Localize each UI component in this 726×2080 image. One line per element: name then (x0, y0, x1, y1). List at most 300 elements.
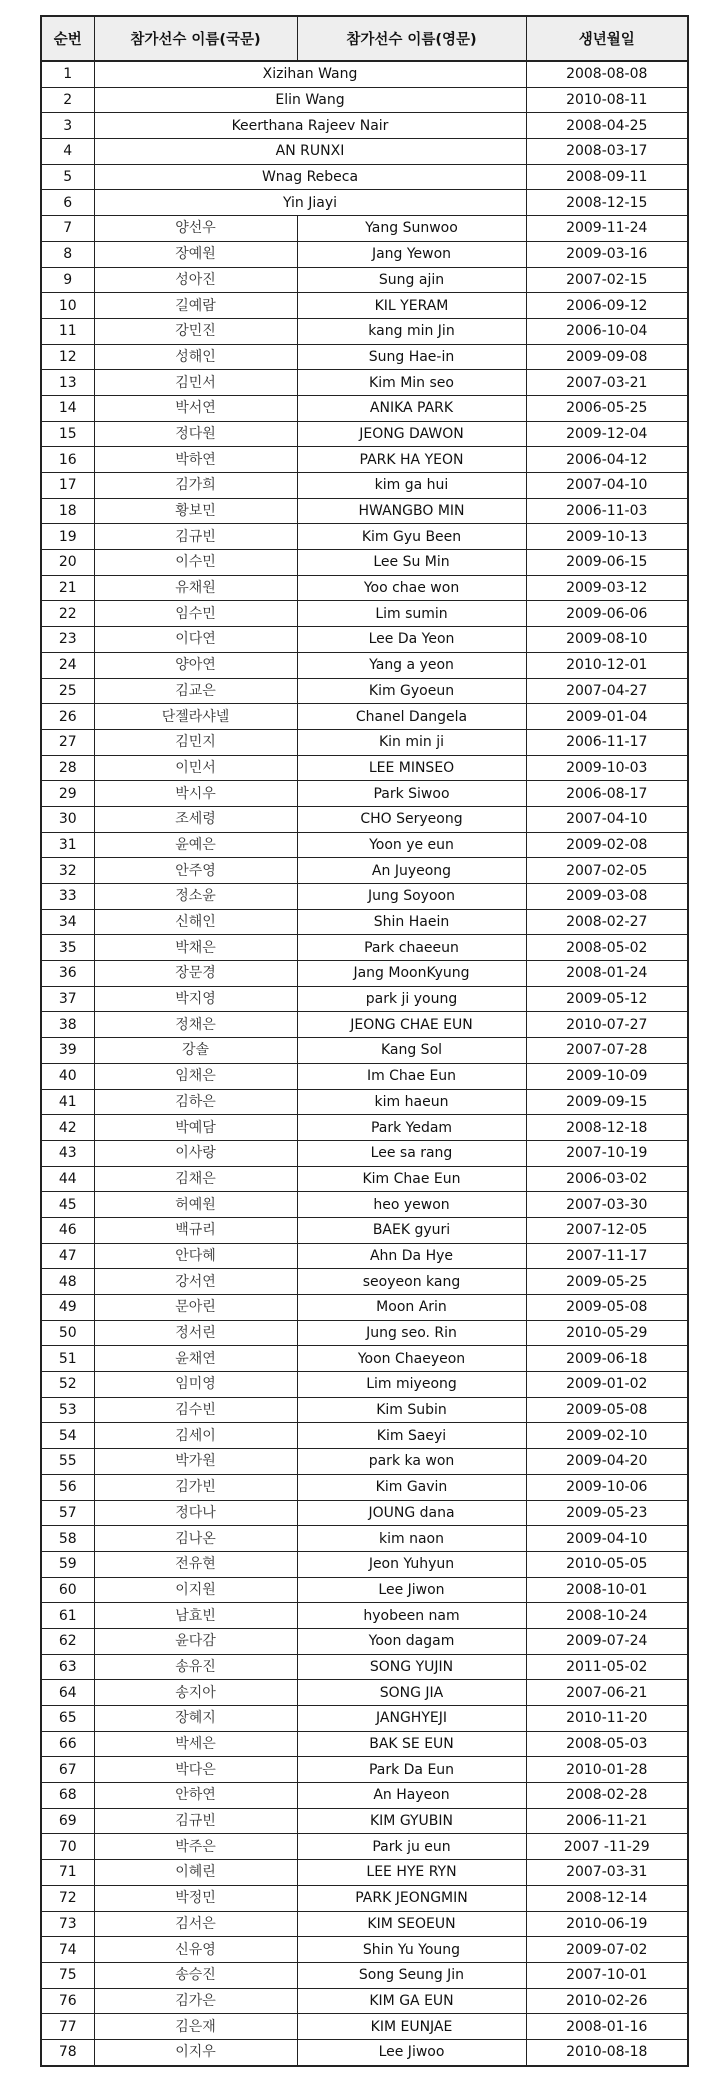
row-number: 2 (41, 87, 94, 113)
table-row (41, 1937, 688, 1963)
participant-name-korean: 김규빈 (94, 1808, 297, 1834)
participant-name-korean: 김서은 (94, 1911, 297, 1937)
birthdate: 2010-06-19 (526, 1911, 688, 1937)
table-row (41, 1988, 688, 2014)
table-row (41, 1320, 688, 1346)
table-row (41, 1474, 688, 1500)
birthdate: 2008-12-14 (526, 1885, 688, 1911)
row-number: 62 (41, 1628, 94, 1654)
participant-name-english: An Hayeon (297, 1783, 526, 1809)
birthdate: 2008-03-17 (526, 139, 688, 165)
table-row (41, 1808, 688, 1834)
table-row (41, 575, 688, 601)
participant-name-english: Sung Hae-in (297, 344, 526, 370)
table-row (41, 1372, 688, 1398)
participant-name-korean: 임수민 (94, 601, 297, 627)
birthdate: 2006-11-17 (526, 729, 688, 755)
participant-name-merged: Wnag Rebeca (94, 164, 526, 190)
table-row (41, 1397, 688, 1423)
row-number: 32 (41, 858, 94, 884)
participant-table (40, 15, 689, 2067)
birthdate: 2008-02-28 (526, 1783, 688, 1809)
participant-name-korean: 성해인 (94, 344, 297, 370)
birthdate: 2008-10-01 (526, 1577, 688, 1603)
birthdate: 2010-05-29 (526, 1320, 688, 1346)
row-number: 9 (41, 267, 94, 293)
table-row (41, 2014, 688, 2040)
header-name-english: 참가선수 이름(영문) (297, 16, 526, 61)
birthdate: 2009-05-08 (526, 1397, 688, 1423)
birthdate: 2010-08-18 (526, 2039, 688, 2065)
table-row (41, 1551, 688, 1577)
birthdate: 2009-08-10 (526, 627, 688, 653)
participant-name-korean: 박하연 (94, 447, 297, 473)
birthdate: 2009-05-25 (526, 1269, 688, 1295)
row-number: 29 (41, 781, 94, 807)
row-number: 75 (41, 1962, 94, 1988)
table-row (41, 1834, 688, 1860)
participant-name-english: JOUNG dana (297, 1500, 526, 1526)
participant-name-english: park ka won (297, 1449, 526, 1475)
participant-name-korean: 박채은 (94, 935, 297, 961)
participant-name-korean: 남효빈 (94, 1603, 297, 1629)
row-number: 40 (41, 1063, 94, 1089)
table-row (41, 1346, 688, 1372)
birthdate: 2009-09-15 (526, 1089, 688, 1115)
table-row (41, 961, 688, 987)
participant-name-korean: 강서연 (94, 1269, 297, 1295)
row-number: 11 (41, 318, 94, 344)
table-row (41, 1757, 688, 1783)
participant-name-korean: 임채은 (94, 1063, 297, 1089)
participant-name-english: Yang Sunwoo (297, 216, 526, 242)
participant-name-english: Yang a yeon (297, 652, 526, 678)
birthdate: 2007 -11-29 (526, 1834, 688, 1860)
row-number: 22 (41, 601, 94, 627)
row-number: 25 (41, 678, 94, 704)
table-header (41, 16, 688, 61)
participant-name-korean: 이지우 (94, 2039, 297, 2065)
table-row (41, 61, 688, 87)
birthdate: 2006-04-12 (526, 447, 688, 473)
participant-name-korean: 김은재 (94, 2014, 297, 2040)
birthdate: 2010-08-11 (526, 87, 688, 113)
participant-name-korean: 정다원 (94, 421, 297, 447)
birthdate: 2009-10-13 (526, 524, 688, 550)
row-number: 26 (41, 704, 94, 730)
participant-name-korean: 정채은 (94, 1012, 297, 1038)
row-number: 61 (41, 1603, 94, 1629)
birthdate: 2006-05-25 (526, 395, 688, 421)
participant-name-english: kim haeun (297, 1089, 526, 1115)
table-row (41, 1628, 688, 1654)
birthdate: 2009-03-16 (526, 241, 688, 267)
participant-name-korean: 김채은 (94, 1166, 297, 1192)
participant-name-english: heo yewon (297, 1192, 526, 1218)
birthdate: 2006-11-21 (526, 1808, 688, 1834)
row-number: 37 (41, 986, 94, 1012)
table-row (41, 1115, 688, 1141)
participant-name-english: seoyeon kang (297, 1269, 526, 1295)
participant-name-english: Im Chae Eun (297, 1063, 526, 1089)
participant-name-korean: 김나온 (94, 1526, 297, 1552)
table-row (41, 806, 688, 832)
row-number: 60 (41, 1577, 94, 1603)
birthdate: 2011-05-02 (526, 1654, 688, 1680)
birthdate: 2009-04-10 (526, 1526, 688, 1552)
table-row (41, 884, 688, 910)
row-number: 21 (41, 575, 94, 601)
row-number: 72 (41, 1885, 94, 1911)
participant-name-korean: 유채원 (94, 575, 297, 601)
birthdate: 2009-04-20 (526, 1449, 688, 1475)
participant-name-korean: 윤예은 (94, 832, 297, 858)
participant-name-korean: 김가희 (94, 473, 297, 499)
birthdate: 2007-02-15 (526, 267, 688, 293)
participant-name-english: SONG YUJIN (297, 1654, 526, 1680)
participant-name-korean: 박정민 (94, 1885, 297, 1911)
birthdate: 2008-10-24 (526, 1603, 688, 1629)
birthdate: 2009-11-24 (526, 216, 688, 242)
participant-name-english: Yoon ye eun (297, 832, 526, 858)
participant-name-korean: 송유진 (94, 1654, 297, 1680)
participant-name-english: Lee Jiwon (297, 1577, 526, 1603)
participant-name-merged: Keerthana Rajeev Nair (94, 113, 526, 139)
table-row (41, 601, 688, 627)
row-number: 57 (41, 1500, 94, 1526)
birthdate: 2008-01-16 (526, 2014, 688, 2040)
birthdate: 2007-04-10 (526, 806, 688, 832)
table-row (41, 113, 688, 139)
birthdate: 2009-10-03 (526, 755, 688, 781)
row-number: 76 (41, 1988, 94, 2014)
table-row (41, 1269, 688, 1295)
participant-name-korean: 이민서 (94, 755, 297, 781)
birthdate: 2008-01-24 (526, 961, 688, 987)
participant-name-english: Kim Subin (297, 1397, 526, 1423)
participant-name-korean: 박가원 (94, 1449, 297, 1475)
table-row (41, 1654, 688, 1680)
participant-name-korean: 길예람 (94, 293, 297, 319)
row-number: 69 (41, 1808, 94, 1834)
participant-name-korean: 김수빈 (94, 1397, 297, 1423)
birthdate: 2009-01-02 (526, 1372, 688, 1398)
row-number: 54 (41, 1423, 94, 1449)
birthdate: 2008-05-02 (526, 935, 688, 961)
row-number: 39 (41, 1038, 94, 1064)
row-number: 41 (41, 1089, 94, 1115)
participant-name-english: Yoo chae won (297, 575, 526, 601)
table-row (41, 421, 688, 447)
participant-name-korean: 이수민 (94, 550, 297, 576)
participant-name-english: Lee Jiwoo (297, 2039, 526, 2065)
table-row (41, 1038, 688, 1064)
row-number: 38 (41, 1012, 94, 1038)
participant-name-korean: 송지아 (94, 1680, 297, 1706)
row-number: 63 (41, 1654, 94, 1680)
row-number: 27 (41, 729, 94, 755)
participant-name-english: LEE HYE RYN (297, 1860, 526, 1886)
birthdate: 2009-03-12 (526, 575, 688, 601)
table-row (41, 1603, 688, 1629)
participant-name-english: Jeon Yuhyun (297, 1551, 526, 1577)
participant-name-korean: 이지원 (94, 1577, 297, 1603)
table-row (41, 729, 688, 755)
row-number: 4 (41, 139, 94, 165)
header-name-korean: 참가선수 이름(국문) (94, 16, 297, 61)
birthdate: 2009-06-15 (526, 550, 688, 576)
participant-name-korean: 김가빈 (94, 1474, 297, 1500)
participant-name-korean: 김가은 (94, 1988, 297, 2014)
row-number: 12 (41, 344, 94, 370)
birthdate: 2009-06-18 (526, 1346, 688, 1372)
participant-name-korean: 김민지 (94, 729, 297, 755)
birthdate: 2009-05-08 (526, 1295, 688, 1321)
row-number: 46 (41, 1217, 94, 1243)
participant-name-english: kang min Jin (297, 318, 526, 344)
row-number: 20 (41, 550, 94, 576)
participant-name-english: SONG JIA (297, 1680, 526, 1706)
table-row (41, 1295, 688, 1321)
participant-name-korean: 양아연 (94, 652, 297, 678)
table-row (41, 1860, 688, 1886)
row-number: 34 (41, 909, 94, 935)
participant-name-korean: 김민서 (94, 370, 297, 396)
participant-name-english: KIM SEOEUN (297, 1911, 526, 1937)
participant-name-english: KIL YERAM (297, 293, 526, 319)
participant-name-english: KIM GYUBIN (297, 1808, 526, 1834)
row-number: 71 (41, 1860, 94, 1886)
participant-name-korean: 신해인 (94, 909, 297, 935)
birthdate: 2008-02-27 (526, 909, 688, 935)
participant-name-english: Song Seung Jin (297, 1962, 526, 1988)
birthdate: 2008-05-03 (526, 1731, 688, 1757)
row-number: 70 (41, 1834, 94, 1860)
row-number: 45 (41, 1192, 94, 1218)
table-row (41, 652, 688, 678)
row-number: 66 (41, 1731, 94, 1757)
participant-name-english: Lee Su Min (297, 550, 526, 576)
participant-name-english: Kin min ji (297, 729, 526, 755)
participant-name-korean: 백규리 (94, 1217, 297, 1243)
row-number: 59 (41, 1551, 94, 1577)
birthdate: 2009-05-23 (526, 1500, 688, 1526)
row-number: 14 (41, 395, 94, 421)
row-number: 56 (41, 1474, 94, 1500)
participant-name-korean: 김세이 (94, 1423, 297, 1449)
participant-name-english: BAEK gyuri (297, 1217, 526, 1243)
participant-name-english: Park chaeeun (297, 935, 526, 961)
participant-name-english: Lee Da Yeon (297, 627, 526, 653)
row-number: 10 (41, 293, 94, 319)
participant-name-english: kim naon (297, 1526, 526, 1552)
table-row (41, 241, 688, 267)
row-number: 23 (41, 627, 94, 653)
row-number: 28 (41, 755, 94, 781)
table-row (41, 1217, 688, 1243)
row-number: 53 (41, 1397, 94, 1423)
participant-name-english: Shin Yu Young (297, 1937, 526, 1963)
table-row (41, 832, 688, 858)
birthdate: 2006-08-17 (526, 781, 688, 807)
participant-name-english: Kang Sol (297, 1038, 526, 1064)
row-number: 47 (41, 1243, 94, 1269)
row-number: 30 (41, 806, 94, 832)
table-row (41, 370, 688, 396)
row-number: 49 (41, 1295, 94, 1321)
participant-name-korean: 장예원 (94, 241, 297, 267)
participant-name-korean: 김교은 (94, 678, 297, 704)
table-row (41, 190, 688, 216)
birthdate: 2006-03-02 (526, 1166, 688, 1192)
row-number: 16 (41, 447, 94, 473)
row-number: 18 (41, 498, 94, 524)
participant-name-korean: 안다혜 (94, 1243, 297, 1269)
birthdate: 2009-05-12 (526, 986, 688, 1012)
birthdate: 2010-07-27 (526, 1012, 688, 1038)
participant-name-korean: 신유영 (94, 1937, 297, 1963)
row-number: 15 (41, 421, 94, 447)
participant-name-korean: 정다나 (94, 1500, 297, 1526)
row-number: 24 (41, 652, 94, 678)
birthdate: 2009-02-10 (526, 1423, 688, 1449)
birthdate: 2007-03-21 (526, 370, 688, 396)
participant-name-english: Park Yedam (297, 1115, 526, 1141)
birthdate: 2006-10-04 (526, 318, 688, 344)
table-row (41, 935, 688, 961)
table-row (41, 1166, 688, 1192)
participant-name-korean: 박다은 (94, 1757, 297, 1783)
birthdate: 2008-12-18 (526, 1115, 688, 1141)
row-number: 31 (41, 832, 94, 858)
row-number: 50 (41, 1320, 94, 1346)
row-number: 55 (41, 1449, 94, 1475)
row-number: 33 (41, 884, 94, 910)
birthdate: 2007-07-28 (526, 1038, 688, 1064)
birthdate: 2007-02-05 (526, 858, 688, 884)
table-row (41, 267, 688, 293)
participant-name-korean: 장혜지 (94, 1706, 297, 1732)
participant-name-korean: 장문경 (94, 961, 297, 987)
participant-name-korean: 황보민 (94, 498, 297, 524)
row-number: 73 (41, 1911, 94, 1937)
participant-name-korean: 김하은 (94, 1089, 297, 1115)
row-number: 35 (41, 935, 94, 961)
table-row (41, 139, 688, 165)
table-row (41, 1680, 688, 1706)
participant-name-korean: 이다연 (94, 627, 297, 653)
participant-name-korean: 이혜린 (94, 1860, 297, 1886)
participant-name-english: LEE MINSEO (297, 755, 526, 781)
participant-name-korean: 윤채연 (94, 1346, 297, 1372)
participant-name-english: Moon Arin (297, 1295, 526, 1321)
participant-name-english: Lee sa rang (297, 1140, 526, 1166)
table-row (41, 755, 688, 781)
participant-name-english: Jang MoonKyung (297, 961, 526, 987)
participant-name-korean: 안주영 (94, 858, 297, 884)
participant-name-korean: 단젤라샤넬 (94, 704, 297, 730)
participant-name-english: Park Da Eun (297, 1757, 526, 1783)
participant-name-english: BAK SE EUN (297, 1731, 526, 1757)
table-row (41, 164, 688, 190)
birthdate: 2007-10-19 (526, 1140, 688, 1166)
birthdate: 2006-09-12 (526, 293, 688, 319)
row-number: 13 (41, 370, 94, 396)
participant-name-english: ANIKA PARK (297, 395, 526, 421)
participant-name-korean: 양선우 (94, 216, 297, 242)
table-row (41, 1423, 688, 1449)
table-row (41, 395, 688, 421)
participant-name-english: Kim Saeyi (297, 1423, 526, 1449)
table-row (41, 293, 688, 319)
table-row (41, 550, 688, 576)
participant-name-english: hyobeen nam (297, 1603, 526, 1629)
participant-name-english: JEONG CHAE EUN (297, 1012, 526, 1038)
birthdate: 2007-04-10 (526, 473, 688, 499)
birthdate: 2008-09-11 (526, 164, 688, 190)
row-number: 5 (41, 164, 94, 190)
table-row (41, 678, 688, 704)
row-number: 78 (41, 2039, 94, 2065)
participant-name-korean: 박시우 (94, 781, 297, 807)
birthdate: 2010-01-28 (526, 1757, 688, 1783)
participant-name-merged: Xizihan Wang (94, 61, 526, 87)
birthdate: 2007-03-31 (526, 1860, 688, 1886)
header-row (41, 16, 688, 61)
table-row (41, 1731, 688, 1757)
birthdate: 2007-11-17 (526, 1243, 688, 1269)
participant-name-korean: 박주은 (94, 1834, 297, 1860)
participant-name-english: park ji young (297, 986, 526, 1012)
table-row (41, 1706, 688, 1732)
participant-name-korean: 강솔 (94, 1038, 297, 1064)
birthdate: 2007-03-30 (526, 1192, 688, 1218)
row-number: 17 (41, 473, 94, 499)
birthdate: 2008-12-15 (526, 190, 688, 216)
row-number: 58 (41, 1526, 94, 1552)
table-row (41, 627, 688, 653)
birthdate: 2009-07-24 (526, 1628, 688, 1654)
birthdate: 2006-11-03 (526, 498, 688, 524)
row-number: 51 (41, 1346, 94, 1372)
participant-name-english: PARK HA YEON (297, 447, 526, 473)
row-number: 19 (41, 524, 94, 550)
participant-name-korean: 임미영 (94, 1372, 297, 1398)
table-row (41, 1577, 688, 1603)
participant-name-english: Park ju eun (297, 1834, 526, 1860)
row-number: 65 (41, 1706, 94, 1732)
participant-name-english: An Juyeong (297, 858, 526, 884)
participant-name-korean: 박서연 (94, 395, 297, 421)
table-row (41, 216, 688, 242)
table-row (41, 1962, 688, 1988)
participant-name-english: Park Siwoo (297, 781, 526, 807)
participant-name-english: Kim Min seo (297, 370, 526, 396)
participant-name-korean: 윤다감 (94, 1628, 297, 1654)
participant-name-english: Jang Yewon (297, 241, 526, 267)
table-row (41, 1885, 688, 1911)
birthdate: 2008-04-25 (526, 113, 688, 139)
birthdate: 2008-08-08 (526, 61, 688, 87)
row-number: 77 (41, 2014, 94, 2040)
row-number: 52 (41, 1372, 94, 1398)
participant-name-korean: 박예담 (94, 1115, 297, 1141)
row-number: 8 (41, 241, 94, 267)
participant-name-english: Jung Soyoon (297, 884, 526, 910)
birthdate: 2010-11-20 (526, 1706, 688, 1732)
table-row (41, 858, 688, 884)
table-row (41, 87, 688, 113)
